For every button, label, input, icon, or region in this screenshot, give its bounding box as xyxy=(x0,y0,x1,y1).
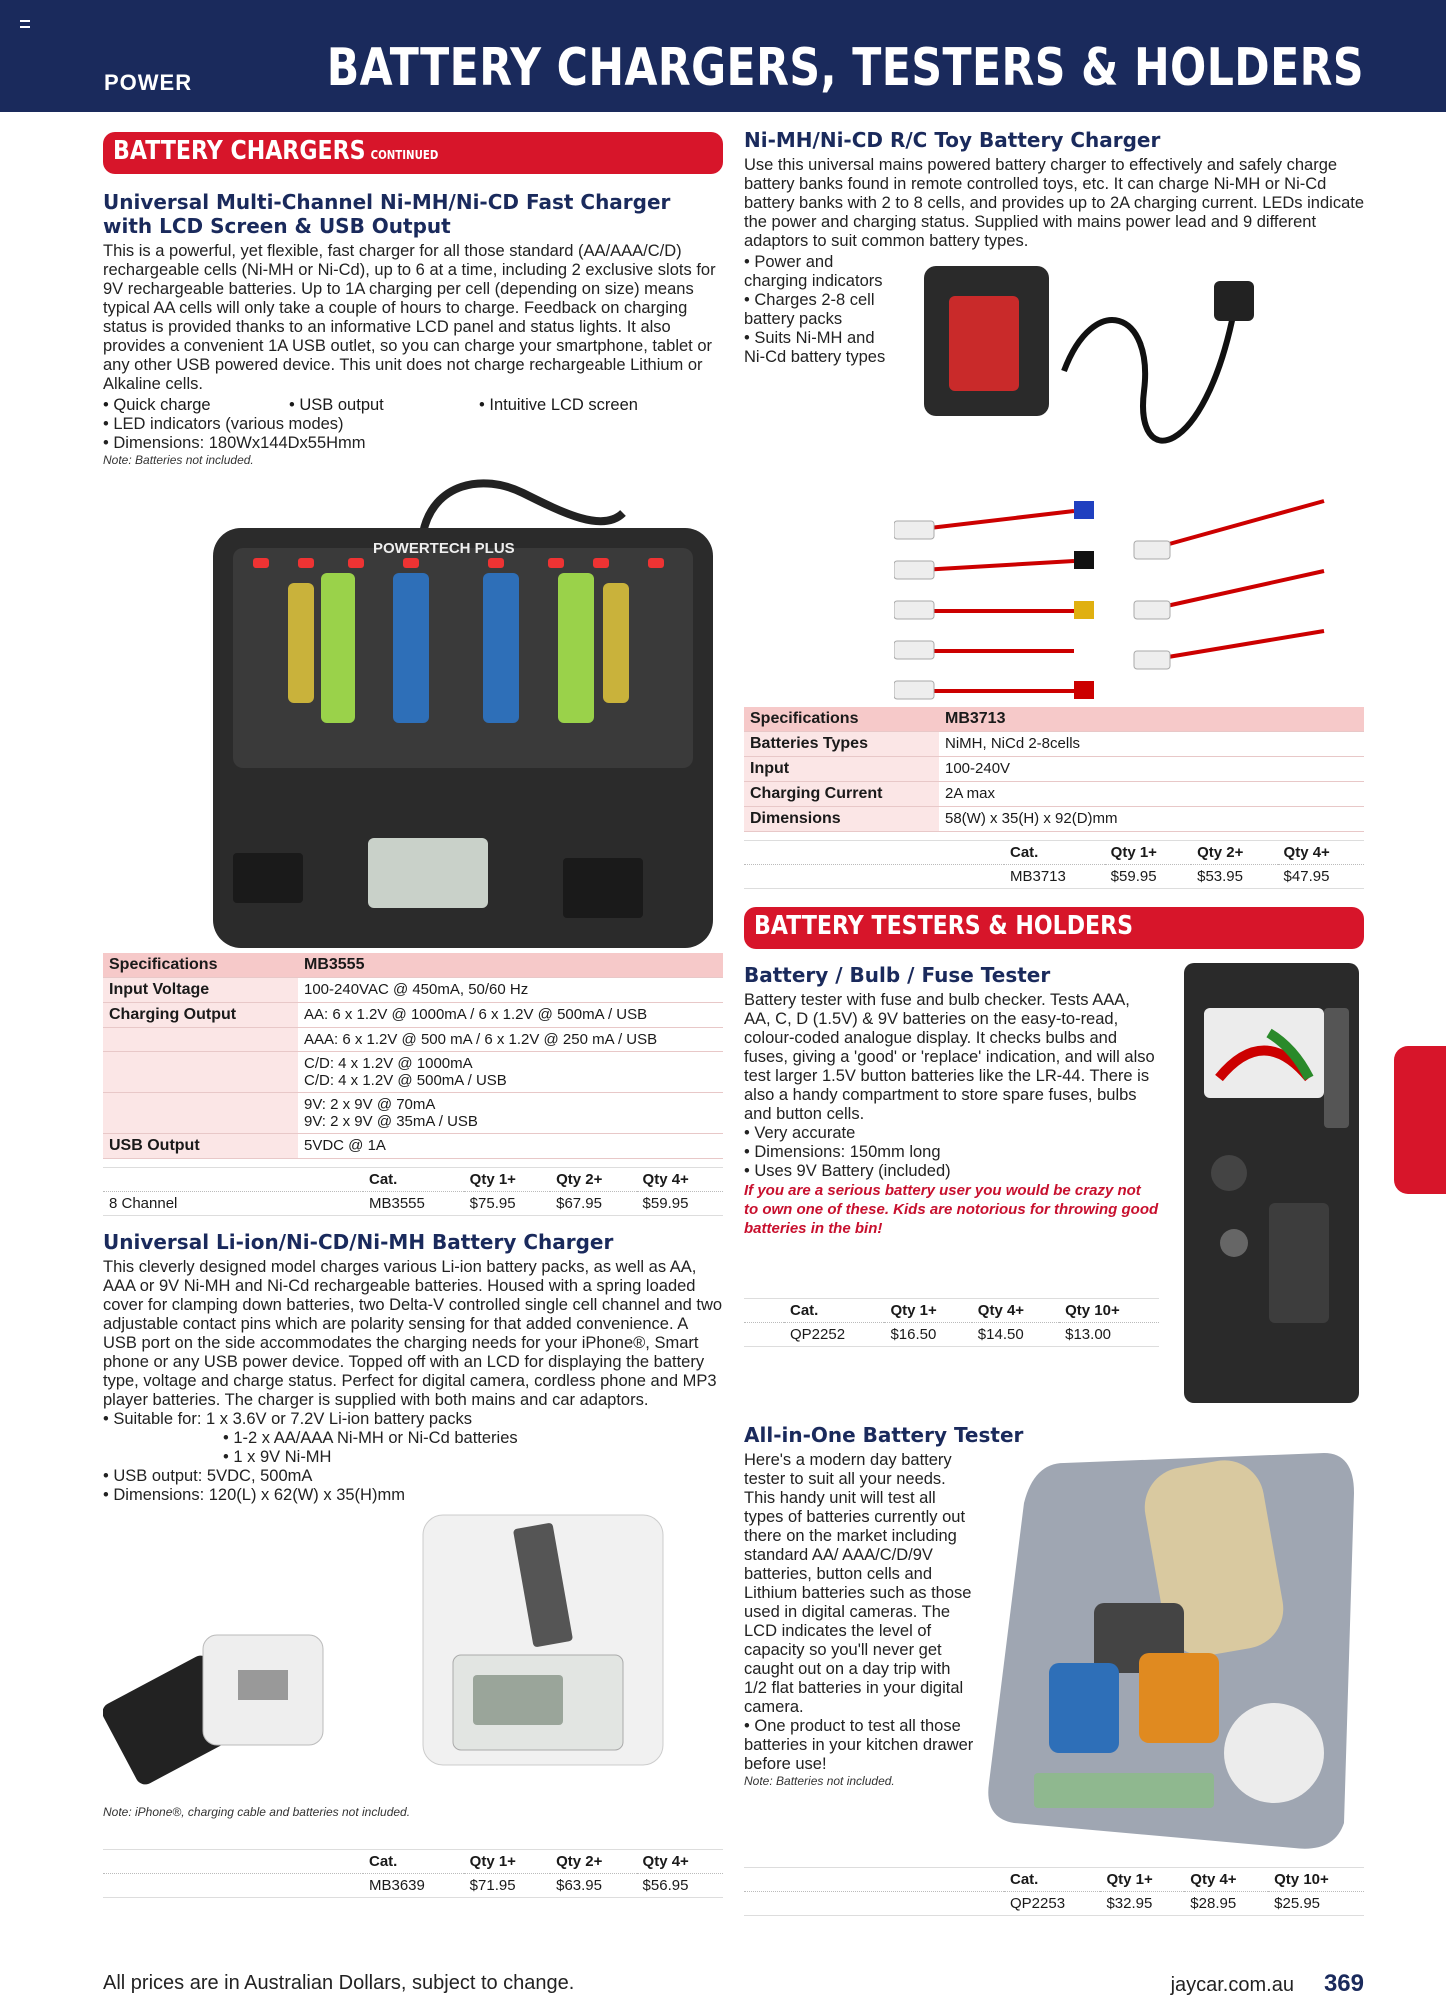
cat-number: MB3713 xyxy=(1004,865,1105,889)
feature-item: • Suitable for: 1 x 3.6V or 7.2V Li-ion battery packs xyxy=(103,1410,723,1429)
price-value: $59.95 xyxy=(637,1192,723,1216)
price-value: $47.95 xyxy=(1278,865,1364,889)
product-title-line2: with LCD Screen & USB Output xyxy=(103,214,451,238)
price-value: $16.50 xyxy=(884,1323,971,1347)
spec-header-label: Specifications xyxy=(103,953,298,978)
feature-item: • Power and charging indicators xyxy=(744,253,894,291)
spec-header-code: MB3713 xyxy=(939,707,1364,732)
flag-icon xyxy=(20,20,30,28)
product-mb3639 xyxy=(103,1230,723,1898)
charger-phone-illustration xyxy=(103,1505,723,1805)
spec-value: 9V: 2 x 9V @ 70mA xyxy=(304,1096,436,1113)
cat-number: MB3639 xyxy=(363,1874,464,1898)
spec-value: 58(W) x 35(H) x 92(D)mm xyxy=(939,807,1364,832)
spec-header-label: Specifications xyxy=(744,707,939,732)
cat-number: QP2252 xyxy=(784,1323,884,1347)
feature-item: Intuitive LCD screen xyxy=(489,396,638,414)
product-description: This is a powerful, yet flexible, fast charger for all those standard (AA/AAA/C/D) rechargeable cells (Ni-MH or Ni-Cd), up to 6 at a time, including 2 exclusive slots for 9V rechargeable batteries. Up to 1A charging per cell (depending on size) means typical AA cells will only take a couple of hours to charge. Feedback on charging status is provided thanks to an informative LCD panel and status lights. It also provides a convenient 1A USB outlet, so you can charge your smartphone, tablet or any other USB powered device. This unit does not charge rechargeable Lithium or Alkaline cells. xyxy=(103,242,716,393)
spec-key: Input xyxy=(744,757,939,782)
page-header xyxy=(0,0,1446,112)
feature-item: • Dimensions: 150mm long xyxy=(744,1143,1159,1162)
fuse-tester-illustration xyxy=(1159,963,1364,1403)
section-side-tab[interactable] xyxy=(1394,1046,1446,1194)
banner-title: BATTERY CHARGERS xyxy=(113,136,366,166)
product-description: Here's a modern day battery tester to suit all your needs. This handy unit will test all types of batteries currently out there on the market including standard AA/ AAA/C/D/9V batteries, button cells and Lithium batteries such as those used in digital cameras. The LCD indicates the level of capacity so you'll never get caught out on a day trip with 1/2 flat batteries in your digital camera. xyxy=(744,1451,972,1716)
product-image-mb3555 xyxy=(103,473,723,953)
feature-item xyxy=(103,1429,723,1448)
footer-right xyxy=(1171,1970,1364,1998)
price-header: Qty 2+ xyxy=(1191,841,1277,865)
page-number: 369 xyxy=(1323,1970,1364,1997)
feature-row: • Quick charge • USB output • Intuitive LCD screen xyxy=(103,396,638,414)
product-title: Battery / Bulb / Fuse Tester xyxy=(744,963,1051,987)
section-label: POWER xyxy=(104,70,193,95)
feature-text: 1-2 x AA/AAA Ni-MH or Ni-Cd batteries xyxy=(233,1429,518,1447)
price-header: Cat. xyxy=(1004,841,1105,865)
price-header: Qty 10+ xyxy=(1059,1299,1159,1323)
price-header: Qty 2+ xyxy=(550,1850,636,1874)
feature-item: • Charges 2-8 cell battery packs xyxy=(744,291,894,329)
price-label: 8 Channel xyxy=(103,1192,363,1216)
price-header: Qty 4+ xyxy=(1184,1868,1268,1892)
price-header: Cat. xyxy=(363,1850,464,1874)
feature-item: • LED indicators (various modes) xyxy=(103,415,723,434)
price-header: Cat. xyxy=(363,1168,464,1192)
spec-value: 2A max xyxy=(939,782,1364,807)
product-qp2253 xyxy=(744,1423,1364,1853)
feature-item: • One product to test all those batteries in your kitchen drawer before use! xyxy=(744,1717,974,1774)
price-value: $67.95 xyxy=(550,1192,636,1216)
product-description: This cleverly designed model charges various Li-ion battery packs, as well as AA, AAA or 9V Ni-MH and Ni-Cd rechargeable batteries. Housed with a spring loaded cover for clamping down batteries, two Delta-V controlled single cell channel and two adjustable contact pins which are polarity sensing for that added convenience. A USB port on the side accommodates the charging needs for your iPhone®, Smart phone or any USB power device. Topped off with an LCD for displaying the battery type, voltage and charge status. Perfect for digital camera, cordless phone and MP3 player batteries. The charger is supplied with both mains and car adaptors. xyxy=(103,1258,723,1409)
price-value: $28.95 xyxy=(1184,1892,1268,1916)
left-column xyxy=(103,132,723,1898)
section-banner-chargers xyxy=(103,132,723,174)
spec-key: Charging Current xyxy=(744,782,939,807)
price-header: Cat. xyxy=(1004,1868,1100,1892)
price-header: Qty 1+ xyxy=(464,1168,550,1192)
rc-charger-illustration xyxy=(894,251,1364,701)
footer-disclaimer: All prices are in Australian Dollars, subject to change. xyxy=(103,1972,575,1994)
product-description: Use this universal mains powered battery charger to effectively and safely charge battery banks found in remote controlled toys, etc. It can charge Ni-MH or Ni-Cd battery banks with 2 to 8 cells, and provides up to 2A charging current. LEDs indicate the power and charging status. Supplied with mains power lead and 9 different adaptors to suit common battery types. xyxy=(744,156,1365,250)
price-header: Qty 1+ xyxy=(1105,841,1191,865)
price-table-mb3713 xyxy=(744,840,1364,889)
feature-item: • Dimensions: 180Wx144Dx55Hmm xyxy=(103,434,723,453)
price-table-qp2253 xyxy=(744,1867,1364,1916)
feature-item xyxy=(103,1448,723,1467)
price-header: Qty 2+ xyxy=(550,1168,636,1192)
price-value: $53.95 xyxy=(1191,865,1277,889)
feature-item: • USB output: 5VDC, 500mA xyxy=(103,1467,723,1486)
price-value: $25.95 xyxy=(1268,1892,1364,1916)
price-value: $14.50 xyxy=(972,1323,1059,1347)
product-mb3713 xyxy=(744,128,1364,889)
price-value: $75.95 xyxy=(464,1192,550,1216)
spec-key: Batteries Types xyxy=(744,732,939,757)
section-banner-testers xyxy=(744,907,1364,949)
svg-text:POWERTECH PLUS: POWERTECH PLUS xyxy=(373,540,515,557)
price-header: Qty 4+ xyxy=(1278,841,1364,865)
promo-text: If you are a serious battery user you would be crazy not to own one of these. Kids are notorious for throwing good batteries in the bin! xyxy=(744,1182,1159,1237)
spec-value: AAA: 6 x 1.2V @ 500 mA / 6 x 1.2V @ 250 mA / USB xyxy=(298,1028,723,1052)
feature-item: • Dimensions: 120(L) x 62(W) x 35(H)mm xyxy=(103,1486,723,1505)
product-description: Battery tester with fuse and bulb checker. Tests AAA, AA, C, D (1.5V) & 9V batteries on the easy-to-read, colour-coded analogue display. It checks bulbs and fuses, giving a 'good' or 'replace' indication, and will also test larger 1.5V button batteries like the LR-44. There is also a handy compartment to store spare fuses, bulbs and button cells. xyxy=(744,991,1155,1123)
price-value: $56.95 xyxy=(637,1874,723,1898)
price-header: Qty 4+ xyxy=(637,1168,723,1192)
all-in-one-tester-illustration xyxy=(974,1423,1364,1853)
price-header: Qty 10+ xyxy=(1268,1868,1364,1892)
spec-value: NiMH, NiCd 2-8cells xyxy=(939,732,1364,757)
spec-value: AA: 6 x 1.2V @ 1000mA / 6 x 1.2V @ 500mA / USB xyxy=(298,1003,723,1028)
spec-value: 100-240VAC @ 450mA, 50/60 Hz xyxy=(298,978,723,1003)
feature-item: Quick charge xyxy=(113,396,211,414)
banner-title: BATTERY TESTERS & HOLDERS xyxy=(754,911,1134,941)
price-header: Qty 1+ xyxy=(1100,1868,1184,1892)
price-table-mb3639 xyxy=(103,1849,723,1898)
price-header: Qty 4+ xyxy=(637,1850,723,1874)
spec-table-mb3555 xyxy=(103,953,723,1159)
product-title: Universal Li-ion/Ni-CD/Ni-MH Battery Charger xyxy=(103,1230,614,1254)
spec-value: 5VDC @ 1A xyxy=(298,1134,723,1159)
price-header: Qty 1+ xyxy=(884,1299,971,1323)
price-table-qp2252 xyxy=(744,1298,1159,1347)
price-header: Qty 1+ xyxy=(464,1850,550,1874)
spec-value: C/D: 4 x 1.2V @ 500mA / USB xyxy=(304,1072,507,1089)
cat-number: MB3555 xyxy=(363,1192,464,1216)
feature-item: • Very accurate xyxy=(744,1124,1159,1143)
price-value: $63.95 xyxy=(550,1874,636,1898)
footer-url[interactable]: jaycar.com.au xyxy=(1170,1974,1294,1996)
product-note: Note: Batteries not included. xyxy=(103,453,254,467)
feature-text: 1 x 9V Ni-MH xyxy=(233,1448,332,1466)
cat-number: QP2253 xyxy=(1004,1892,1100,1916)
product-qp2252 xyxy=(744,963,1364,1403)
product-title: Ni-MH/Ni-CD R/C Toy Battery Charger xyxy=(744,128,1161,152)
spec-key: Dimensions xyxy=(744,807,939,832)
spec-header-code: MB3555 xyxy=(298,953,723,978)
spec-value: C/D: 4 x 1.2V @ 1000mA xyxy=(304,1055,473,1072)
feature-item: • Uses 9V Battery (included) xyxy=(744,1162,1159,1181)
product-mb3555 xyxy=(103,190,723,1216)
product-title: All-in-One Battery Tester xyxy=(744,1423,1024,1447)
price-value: $32.95 xyxy=(1100,1892,1184,1916)
product-title-line1: Universal Multi-Channel Ni-MH/Ni-CD Fast Charger xyxy=(103,190,671,214)
price-value: $71.95 xyxy=(464,1874,550,1898)
price-header: Cat. xyxy=(784,1299,884,1323)
spec-key: Charging Output xyxy=(103,1003,298,1028)
product-note: Note: Batteries not included. xyxy=(744,1774,895,1788)
charger-illustration xyxy=(103,473,723,953)
price-value: $13.00 xyxy=(1059,1323,1159,1347)
right-column xyxy=(744,128,1364,1916)
price-header: Qty 4+ xyxy=(972,1299,1059,1323)
feature-item: • Suits Ni-MH and Ni-Cd battery types xyxy=(744,329,894,367)
price-value: $59.95 xyxy=(1105,865,1191,889)
spec-value: 9V: 2 x 9V @ 35mA / USB xyxy=(304,1113,478,1130)
spec-key: USB Output xyxy=(103,1134,298,1159)
spec-table-mb3713 xyxy=(744,707,1364,832)
product-image-mb3639 xyxy=(103,1505,723,1805)
price-table-mb3555 xyxy=(103,1167,723,1216)
page-title: BATTERY CHARGERS, TESTERS & HOLDERS xyxy=(326,38,1364,98)
spec-value: 100-240V xyxy=(939,757,1364,782)
spec-key: Input Voltage xyxy=(103,978,298,1003)
banner-subtitle: CONTINUED xyxy=(370,148,439,162)
feature-image-row xyxy=(744,251,1364,701)
feature-item: USB output xyxy=(299,396,384,414)
product-note: Note: iPhone®, charging cable and batteries not included. xyxy=(103,1805,411,1819)
